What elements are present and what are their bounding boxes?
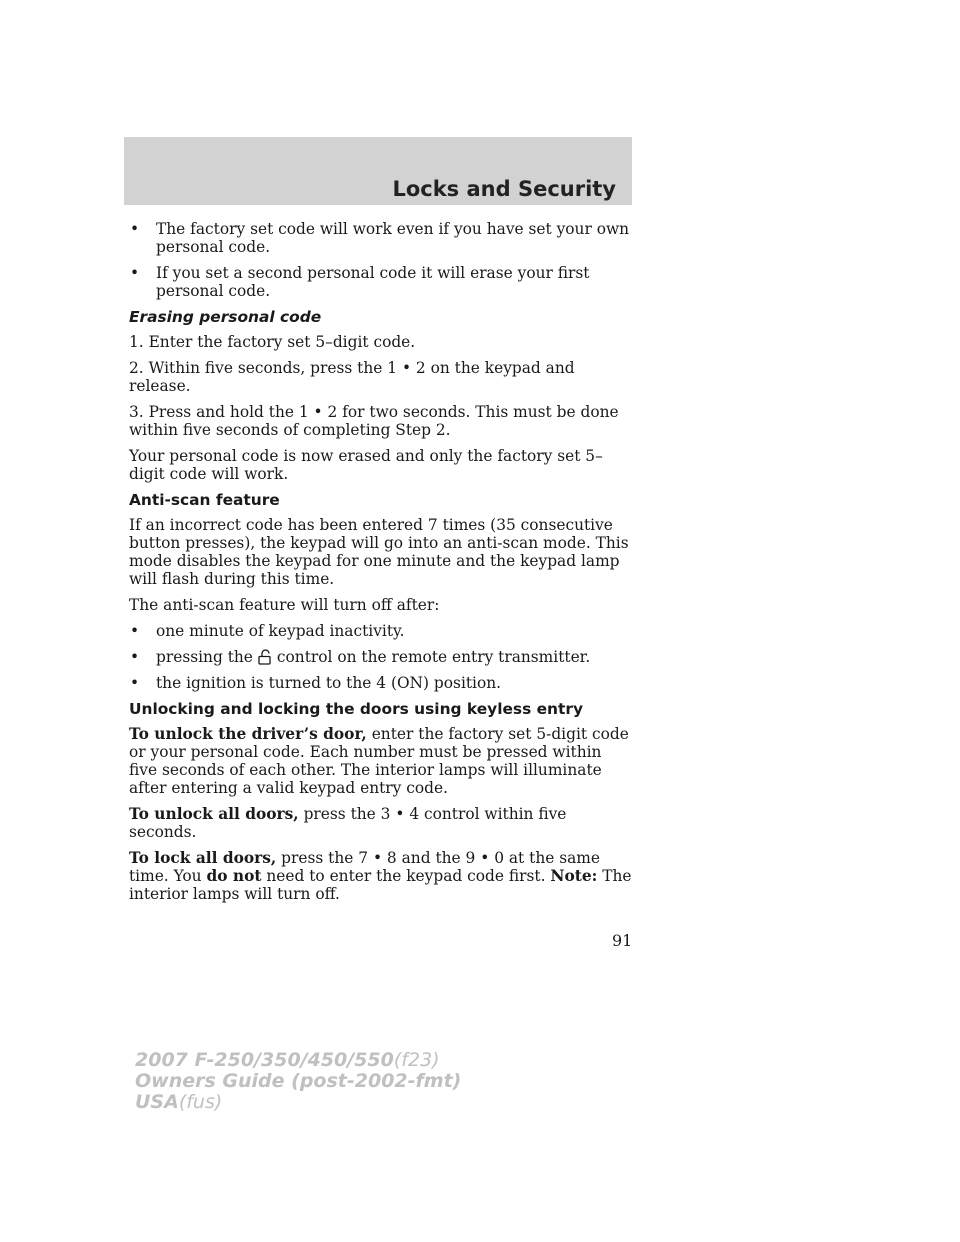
keyless-donot: do not xyxy=(206,867,262,885)
footer-line-3 xyxy=(135,1092,461,1113)
section-title: Locks and Security xyxy=(392,177,616,201)
footer-line-2 xyxy=(135,1071,461,1092)
keyless-lock-text-2: need to enter the keypad code first. xyxy=(266,867,546,885)
keyless-lock-label: To lock all doors, xyxy=(129,849,277,867)
bullet-text-after: control on the remote entry transmitter. xyxy=(276,648,591,666)
antiscan-intro: If an incorrect code has been entered 7 times (35 consecutive button presses), the keypad will go into an anti-scan mode. This mode disables the keypad for one minute and the keypad lamp will flash during this time. xyxy=(129,516,629,588)
keyless-driver-label: To unlock the driver’s door, xyxy=(129,725,367,743)
keyless-lock-paragraph xyxy=(129,849,634,903)
bullet-text: The factory set code will work even if you have set your own personal code. xyxy=(156,220,630,256)
footer-model-code: (f23) xyxy=(393,1049,440,1071)
keyless-all-text: press the 3 • 4 control within five seconds. xyxy=(129,805,567,841)
bullet-dot: • xyxy=(130,220,140,238)
bullet-item xyxy=(129,622,634,640)
antiscan-turn-off: The anti-scan feature will turn off after: xyxy=(129,596,440,614)
keyless-lock-text: press the 7 • 8 and the 9 • 0 at the same time. You xyxy=(129,849,601,885)
keyless-all-paragraph xyxy=(129,805,634,841)
bullet-text-before: pressing the xyxy=(156,648,253,666)
footer-market: USA xyxy=(135,1091,179,1113)
bullet-dot: • xyxy=(130,264,140,282)
erasing-step-2: 2. Within five seconds, press the 1 • 2 on the keypad and release. xyxy=(129,359,575,395)
keyless-heading: Unlocking and locking the doors using keyless entry xyxy=(129,700,583,718)
keyless-all-label: To unlock all doors, xyxy=(129,805,299,823)
erasing-step-3: 3. Press and hold the 1 • 2 for two seconds. This must be done within five seconds of completing Step 2. xyxy=(129,403,619,439)
section-header-band xyxy=(124,137,632,205)
bullet-text: the ignition is turned to the 4 (ON) position. xyxy=(156,674,502,692)
bullet-dot: • xyxy=(130,648,140,666)
document-footer xyxy=(135,1050,461,1113)
erasing-step-1: 1. Enter the factory set 5–digit code. xyxy=(129,333,416,351)
bullet-item xyxy=(129,648,634,666)
page-number: 91 xyxy=(612,931,633,950)
keyless-driver-paragraph xyxy=(129,725,634,797)
erasing-note: Your personal code is now erased and only the factory set 5–digit code will work. xyxy=(129,447,603,483)
page-content xyxy=(129,220,634,911)
bullet-dot: • xyxy=(130,622,140,640)
bullet-text: If you set a second personal code it will erase your first personal code. xyxy=(156,264,590,300)
antiscan-heading: Anti-scan feature xyxy=(129,491,280,509)
bullet-item xyxy=(129,264,634,300)
footer-market-code: (fus) xyxy=(178,1091,223,1113)
footer-guide: Owners Guide (post-2002-fmt) xyxy=(135,1070,462,1092)
keyless-driver-text: enter the factory set 5-digit code or your personal code. Each number must be pressed within five seconds of each other. The interior lamps will illuminate after entering a valid keypad entry code. xyxy=(129,725,629,797)
bullet-dot: • xyxy=(130,674,140,692)
keyless-note-label: Note: xyxy=(550,867,598,885)
bullet-text: one minute of keypad inactivity. xyxy=(156,622,405,640)
unlock-icon xyxy=(255,649,275,665)
erasing-heading: Erasing personal code xyxy=(129,308,322,326)
bullet-item xyxy=(129,674,634,692)
bullet-item xyxy=(129,220,634,256)
footer-line-1 xyxy=(135,1050,461,1071)
footer-model: 2007 F-250/350/450/550 xyxy=(135,1049,394,1071)
keyless-note-text: The interior lamps will turn off. xyxy=(129,867,632,903)
